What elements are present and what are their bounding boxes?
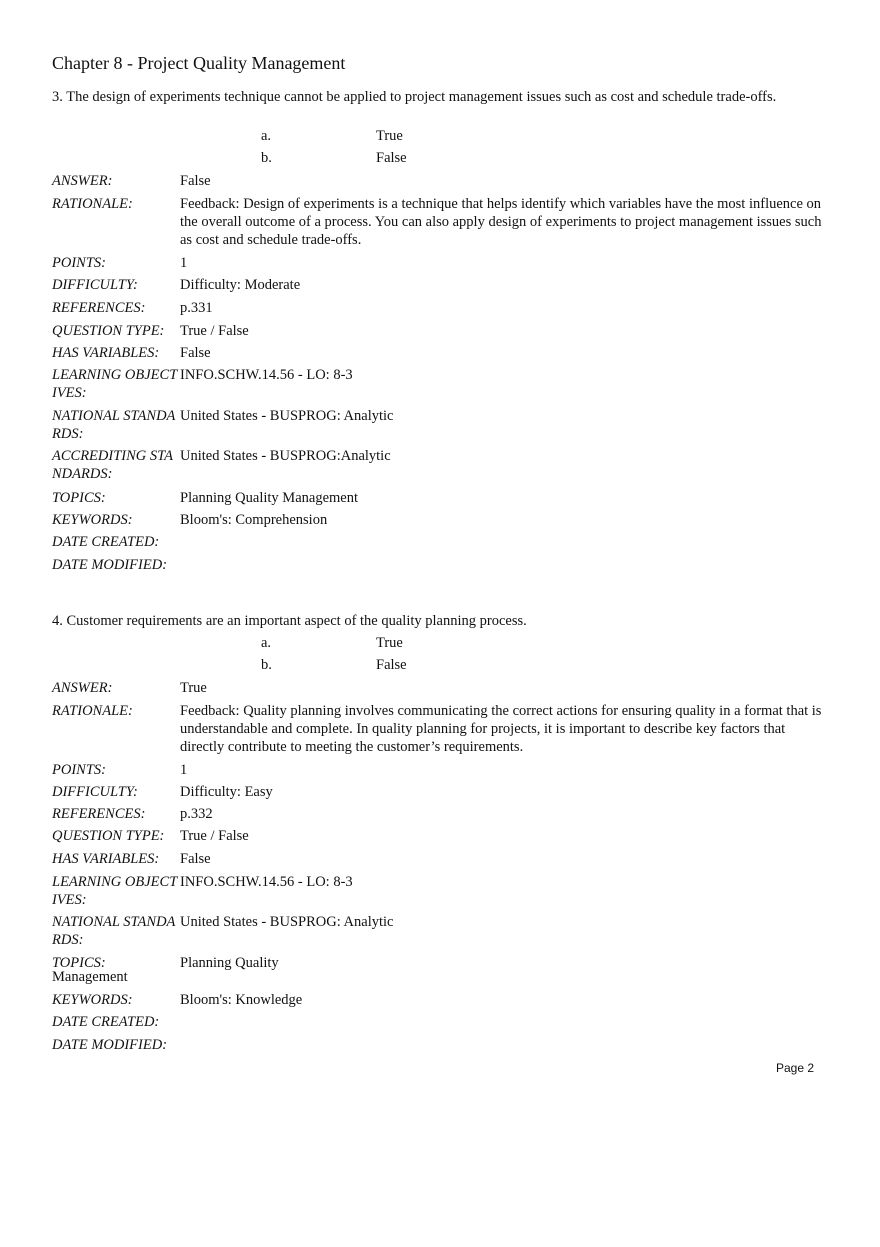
- q3-rationale-value: Feedback: Design of experiments is a technique that helps identify which variables have the most influence on the overall outcome of a process. You can also apply design of experiments to project management issues such as cost and schedule trade-offs.: [180, 196, 822, 248]
- q3-question-type-value: True / False: [180, 323, 249, 339]
- q4-option-a-letter: a.: [261, 635, 272, 651]
- q4-keywords-value: Bloom's: Knowledge: [180, 992, 303, 1008]
- question-3-stem: 3. The design of experiments technique cannot be applied to project management issues such as cost and schedule trade-offs.: [52, 89, 777, 105]
- q3-national-standards-value: United States - BUSPROG: Analytic: [180, 408, 394, 424]
- q4-date-created-label: DATE CREATED:: [52, 1014, 160, 1030]
- q4-option-a-text: True: [376, 635, 403, 651]
- q3-learning-objectives-label: LEARNING OBJECTIVES:: [52, 367, 178, 401]
- q3-option-b-text: False: [376, 150, 407, 166]
- q4-topics-value-wrap: Management: [52, 969, 128, 985]
- q4-learning-objectives-value: INFO.SCHW.14.56 - LO: 8-3: [180, 874, 353, 890]
- q4-question-type-value: True / False: [180, 828, 249, 844]
- q4-question-type-label: QUESTION TYPE:: [52, 828, 165, 844]
- chapter-title: Chapter 8 - Project Quality Management: [52, 53, 346, 73]
- q3-points-label: POINTS:: [52, 255, 106, 271]
- q4-national-standards-value: United States - BUSPROG: Analytic: [180, 914, 394, 930]
- page-number: Page 2: [776, 1061, 815, 1075]
- q4-difficulty-label: DIFFICULTY:: [52, 784, 138, 800]
- q4-answer-label: ANSWER:: [52, 680, 113, 696]
- question-4-stem: 4. Customer requirements are an important aspect of the quality planning process.: [52, 613, 527, 629]
- q4-difficulty-value: Difficulty: Easy: [180, 784, 273, 800]
- q4-points-value: 1: [180, 762, 188, 778]
- q4-rationale-value: Feedback: Quality planning involves communicating the correct actions for ensuring quality in a format that is understandable and complete. In quality planning for projects, it is important to describe key factors that directly contribute to meeting the customer’s requirements.: [180, 703, 822, 755]
- q3-topics-label: TOPICS:: [52, 490, 106, 506]
- q4-references-label: REFERENCES:: [52, 806, 146, 822]
- q4-national-standards-label: NATIONAL STANDARDS:: [52, 914, 176, 948]
- q3-option-b-letter: b.: [261, 150, 272, 166]
- q3-accrediting-standards-value: United States - BUSPROG:Analytic: [180, 448, 391, 464]
- q3-date-created-label: DATE CREATED:: [52, 534, 160, 550]
- q4-topics-value: Planning Quality: [180, 955, 279, 971]
- q3-answer-label: ANSWER:: [52, 173, 113, 189]
- q4-has-variables-label: HAS VARIABLES:: [52, 851, 160, 867]
- q3-topics-value: Planning Quality Management: [180, 490, 358, 506]
- q3-accrediting-standards-label: ACCREDITING STANDARDS:: [52, 448, 173, 482]
- q4-rationale-label: RATIONALE:: [52, 703, 133, 719]
- q4-topics-label: TOPICS:: [52, 955, 106, 971]
- q3-keywords-value: Bloom's: Comprehension: [180, 512, 328, 528]
- q3-has-variables-label: HAS VARIABLES:: [52, 345, 160, 361]
- q3-national-standards-label: NATIONAL STANDARDS:: [52, 408, 176, 442]
- q3-question-type-label: QUESTION TYPE:: [52, 323, 165, 339]
- q4-learning-objectives-label: LEARNING OBJECTIVES:: [52, 874, 178, 908]
- q3-points-value: 1: [180, 255, 188, 271]
- q3-difficulty-value: Difficulty: Moderate: [180, 277, 301, 293]
- q4-points-label: POINTS:: [52, 762, 106, 778]
- q3-answer-value: False: [180, 173, 211, 189]
- q3-references-label: REFERENCES:: [52, 300, 146, 316]
- q4-option-b-text: False: [376, 657, 407, 673]
- q3-references-value: p.331: [180, 300, 213, 316]
- q4-date-modified-label: DATE MODIFIED:: [52, 1037, 168, 1053]
- q4-option-b-letter: b.: [261, 657, 272, 673]
- q3-has-variables-value: False: [180, 345, 211, 361]
- q3-difficulty-label: DIFFICULTY:: [52, 277, 138, 293]
- q4-references-value: p.332: [180, 806, 213, 822]
- q3-rationale-label: RATIONALE:: [52, 196, 133, 212]
- q4-answer-value: True: [180, 680, 207, 696]
- q4-has-variables-value: False: [180, 851, 211, 867]
- q3-option-a-letter: a.: [261, 128, 272, 144]
- q3-option-a-text: True: [376, 128, 403, 144]
- q3-keywords-label: KEYWORDS:: [52, 512, 133, 528]
- q4-keywords-label: KEYWORDS:: [52, 992, 133, 1008]
- q3-date-modified-label: DATE MODIFIED:: [52, 557, 168, 573]
- q3-learning-objectives-value: INFO.SCHW.14.56 - LO: 8-3: [180, 367, 353, 383]
